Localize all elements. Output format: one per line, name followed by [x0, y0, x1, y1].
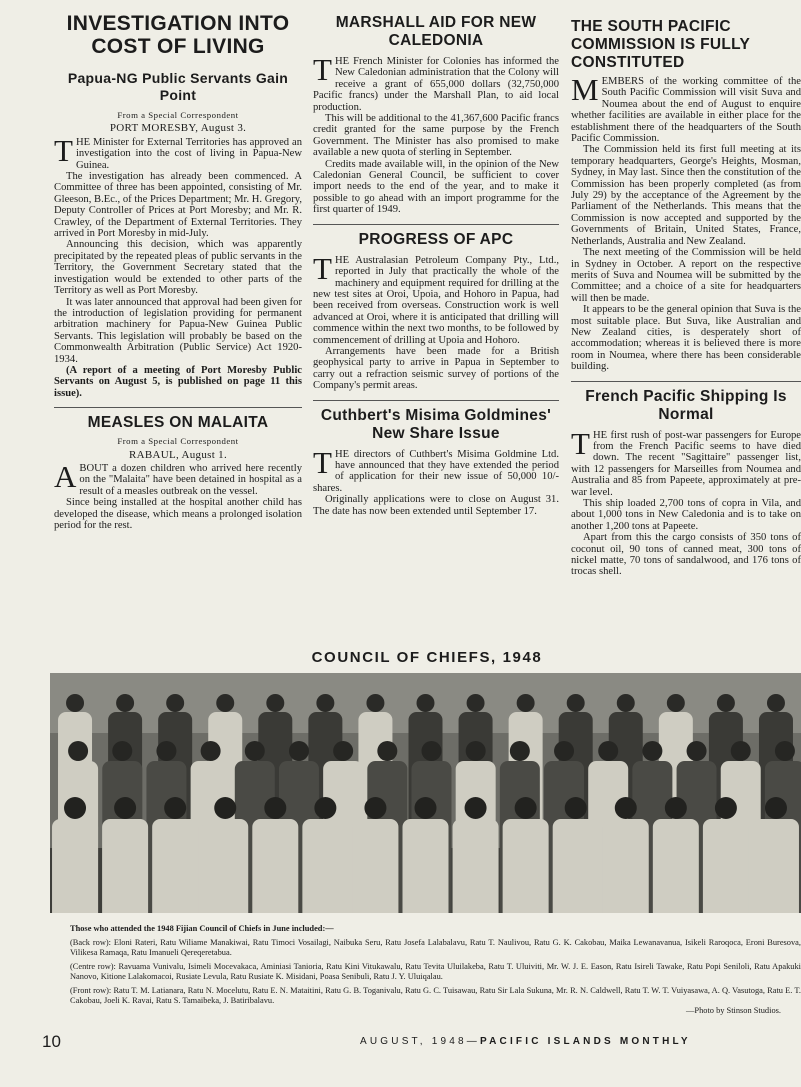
paragraph: Originally applications were to close on August 31. The date has now been extended until September 17. — [313, 494, 559, 517]
caption-lead: Those who attended the 1948 Fijian Council of Chiefs in June included:— — [70, 924, 334, 933]
group-photograph — [50, 673, 801, 913]
caption-centre-row: (Centre row): Ravuama Vunivalu, Isimeli Mocevakaca, Aminiasi Tanioria, Ratu Kini Vitukawalu, Ratu Tevita Uluilakeba, Ratu T. Uluiviti, Mr. W. J. E. Eason, Ratu Isireli Tawake, Ratu Popi Seniloli, Ratu Apakuki Nanovo, Kitione Lalakomacoi, Rusiate Levula, Ratu Rusiate K. Misidani, Poasa Senibuli, Ratu J. Y. Uluiqalau. — [70, 962, 801, 981]
headline-spc: THE SOUTH PACIFIC COMMISSION IS FULLY CONSTITUTED — [571, 18, 750, 71]
person-head — [767, 694, 785, 712]
paragraph: THE first rush of post-war passengers for Europe from the French Pacific seems to have died down. The recent "Sagittaire" passenger list, with 12 passengers for Marseilles from Noumea and Australia and 85 from Papeete, approximately at pre-war level. — [571, 425, 801, 498]
person-head — [517, 694, 535, 712]
person-head — [201, 741, 221, 761]
divider — [571, 381, 801, 382]
editor-note: (A report of a meeting of Port Moresby Public Servants on August 5, is published on page 11 this issue). — [54, 364, 302, 399]
footer-issue: AUGUST, 1948— — [360, 1036, 480, 1047]
person-head — [715, 797, 737, 819]
person-head — [765, 797, 787, 819]
person-body — [453, 819, 499, 913]
person-body — [503, 819, 549, 913]
person-head — [515, 797, 537, 819]
person-head — [510, 741, 530, 761]
person-head — [731, 741, 751, 761]
person-head — [665, 797, 687, 819]
person-head — [642, 741, 662, 761]
paragraph: The next meeting of the Commission will be held in Sydney in October. A report on the respective merits of Suva and Noumea will be submitted by the Committee; and a choice of a site for headquarters will then be made. — [571, 247, 801, 304]
paragraph: Arrangements have been made for a British geophysical party to arrive in Papua in September to carry out a refraction seismic survey of portions of the Company's permit areas. — [313, 345, 559, 392]
person-head — [565, 797, 587, 819]
divider — [54, 407, 302, 408]
paragraph: This ship loaded 2,700 tons of copra in Vila, and about 1,000 tons in New Caledonia and is to take on another 1,200 tons at Papeete. — [571, 498, 801, 532]
dateline: PORT MORESBY, August 3. — [109, 122, 247, 135]
person-head — [216, 694, 234, 712]
person-head — [465, 797, 487, 819]
paragraph: THE Australasian Petroleum Company Pty., Ltd., reported in July that practically the whole of the machinery and equipment required for drilling at the new test sites at Oroi, Upoia, and Hohoro in Papua, had been received from overseas. Construction work is well advanced at Oroi, where it is anticipated that drilling will commence within the next two months, to be followed by commencement of drilling at Upoia and Hohoro. — [313, 250, 559, 346]
paragraph: THE directors of Cuthbert's Misima Goldmine Ltd. have announced that they have extended the period of application for their new issue of 50,000 10/- shares. — [313, 444, 559, 494]
person-head — [667, 694, 685, 712]
person-body — [753, 819, 799, 913]
person-head — [615, 797, 637, 819]
paragraph: THE Minister for External Territories has approved an investigation into the cost of living in Papua-New Guinea. — [54, 132, 302, 171]
photo-title: COUNCIL OF CHIEFS, 1948 — [311, 649, 543, 666]
person-head — [422, 741, 442, 761]
person-head — [316, 694, 334, 712]
person-body — [152, 819, 198, 913]
person-head — [415, 797, 437, 819]
person-head — [68, 741, 88, 761]
person-head — [366, 694, 384, 712]
headline-misima: Cuthbert's Misima Goldmines' New Share Issue — [320, 406, 552, 442]
headline-cost-of-living: INVESTIGATION INTO COST OF LIVING — [66, 12, 290, 58]
person-head — [314, 797, 336, 819]
person-head — [114, 797, 136, 819]
person-head — [466, 741, 486, 761]
paragraph: Since being installed at the hospital another child has developed the disease, which means a prolonged isolation period for the rest. — [54, 497, 302, 531]
person-head — [567, 694, 585, 712]
paragraph: The investigation has already been commenced. A Committee of three has been appointed, consisting of Mr. Gleeson, B.Ec., of the Prices Department; Mr. H. Gregory, Deputy Controller of Prices at Port Moresby; and Mr. R. Crawley, of the Department of External Territories. They arrived in Port Moresby in mid-July. — [54, 171, 302, 240]
person-head — [64, 797, 86, 819]
person-body — [102, 819, 148, 913]
page-number: 10 — [42, 1032, 61, 1051]
person-body — [603, 819, 649, 913]
caption-front-row: (Front row): Ratu T. M. Latianara, Ratu N. Mocelutu, Ratu E. N. Mataitini, Ratu G. B. Toganivalu, Ratu G. C. Tuisawau, Ratu Sir Lala Sukuna, Mr. R. N. Caldwell, Ratu T. W. T. Vuiyasawa, A. Q. Vasutoga, Ratu E. T. Cakobau, Joeli K. Ravai, Ratu S. Tamaibeka, J. Batiribalavu. — [70, 986, 801, 1005]
person-head — [617, 694, 635, 712]
person-head — [112, 741, 132, 761]
paragraph: Credits made available will, in the opinion of the New Caledonian General Council, be sufficient to cover import needs to the end of the year, and to make it possible to go ahead with an import programme for the first quarter of 1949. — [313, 158, 559, 216]
paragraph: MEMBERS of the working committee of the South Pacific Commission will visit Suva and Noumea about the end of August to enquire whether facilities are available in either place for the establishment there of the headquarters of the South Pacific Commission. — [571, 72, 801, 145]
person-head — [333, 741, 353, 761]
headline-measles: MEASLES ON MALAITA — [87, 414, 269, 432]
column-middle — [313, 8, 559, 517]
person-head — [377, 741, 397, 761]
dateline: RABAUL, August 1. — [129, 448, 227, 461]
headline-shipping: French Pacific Shipping Is Normal — [585, 387, 787, 423]
person-body — [302, 819, 348, 913]
paragraph: THE French Minister for Colonies has informed the New Caledonian administration that the Colony will receive a grant of 655,000 dollars (32,750,000 Pacific francs) under the Marshall Plan, to aid local production. — [313, 52, 559, 113]
person-head — [166, 694, 184, 712]
person-head — [164, 797, 186, 819]
person-head — [775, 741, 795, 761]
paragraph: It appears to be the general opinion that Suva is the most suitable place. But Suva, like Australian and New Zealand cities, is desperately short of accommodation; whereas it is believed there is more room in Noumea, where there has been considerable building. — [571, 304, 801, 373]
paragraph: The Commission held its first full meeting at its temporary headquarters, George's Heights, Mosman, Sydney, in May last. Since then the constitution of the Commission has been properly completed (as from July 29) by the acceptance of the Agreement by the Parliament of the Netherlands. This means that the Commission is now accepted and supported by the Governments of Britain, United States, France, Netherlands, Australia and New Zealand. — [571, 144, 801, 247]
paragraph: Announcing this decision, which was apparently precipitated by the repeated pleas of public servants in the Territory, the Government Secretary stated that the investigation would be extended to other parts of the Territory as well as Port Moresby. — [54, 239, 302, 297]
paragraph: It was later announced that approval had been given for the introduction of legislation providing for permanent arbitration machinery for Papua-New Guinea Public Servants. This legislation will probably be based on the Commonwealth Arbitration (Public Service) Act 1920-1934. — [54, 296, 302, 365]
caption-back-row: (Back row): Eloni Rateri, Ratu Wiliame Manakiwai, Ratu Timoci Vosailagi, Naibuka Seru, Ratu Josefa Lalabalavu, Ratu T. Naulivou, Ratu G. K. Cakobau, Maika Lewanavanua, Isikeli Raroqoca, Eroni Buresova, Vilikesa Ramaqa, Ratu Imanueli Qereqeretabua. — [70, 938, 801, 957]
person-head — [717, 694, 735, 712]
divider — [313, 400, 559, 401]
person-head — [156, 741, 176, 761]
person-body — [553, 819, 599, 913]
person-head — [116, 694, 134, 712]
person-head — [266, 694, 284, 712]
photo-figures — [50, 673, 801, 913]
person-head — [66, 694, 84, 712]
person-body — [703, 819, 749, 913]
column-left — [54, 8, 302, 531]
subhead-public-servants: Papua-NG Public Servants Gain Point — [67, 70, 289, 103]
byline: From a Special Correspondent — [117, 436, 239, 447]
footer-magazine: PACIFIC ISLANDS MONTHLY — [479, 1036, 691, 1047]
paragraph: Apart from this the cargo consists of 350 tons of coconut oil, 90 tons of canned meat, 300 tons of nickel matte, 70 tons of sandalwood, and 176 tons of trocas shell. — [571, 532, 801, 578]
person-body — [403, 819, 449, 913]
person-head — [598, 741, 618, 761]
person-head — [364, 797, 386, 819]
person-head — [687, 741, 707, 761]
person-body — [52, 819, 98, 913]
person-body — [202, 819, 248, 913]
person-body — [252, 819, 298, 913]
headline-marshall-aid: MARSHALL AID FOR NEW CALEDONIA — [335, 14, 537, 49]
person-head — [245, 741, 265, 761]
footer-line — [360, 1036, 691, 1047]
headline-apc: PROGRESS OF APC — [358, 230, 514, 248]
person-head — [214, 797, 236, 819]
column-right — [571, 8, 801, 578]
person-head — [289, 741, 309, 761]
person-head — [467, 694, 485, 712]
paragraph: This will be additional to the 41,367,600 Pacific francs credit granted for the same purpose by the French Government. The Minister has also promised to make available a new quota of sterling in September. — [313, 113, 559, 159]
byline: From a Special Correspondent — [117, 110, 239, 120]
person-head — [417, 694, 435, 712]
person-head — [264, 797, 286, 819]
paragraph: ABOUT a dozen children who arrived here recently on the "Malaita" have been detained in hospital as a result of a measles outbreak on the vessel. — [54, 458, 302, 497]
divider — [313, 224, 559, 225]
photo-caption — [70, 924, 801, 1016]
person-body — [653, 819, 699, 913]
person-head — [554, 741, 574, 761]
photo-credit: —Photo by Stinson Studios. — [686, 1006, 781, 1015]
person-body — [352, 819, 398, 913]
